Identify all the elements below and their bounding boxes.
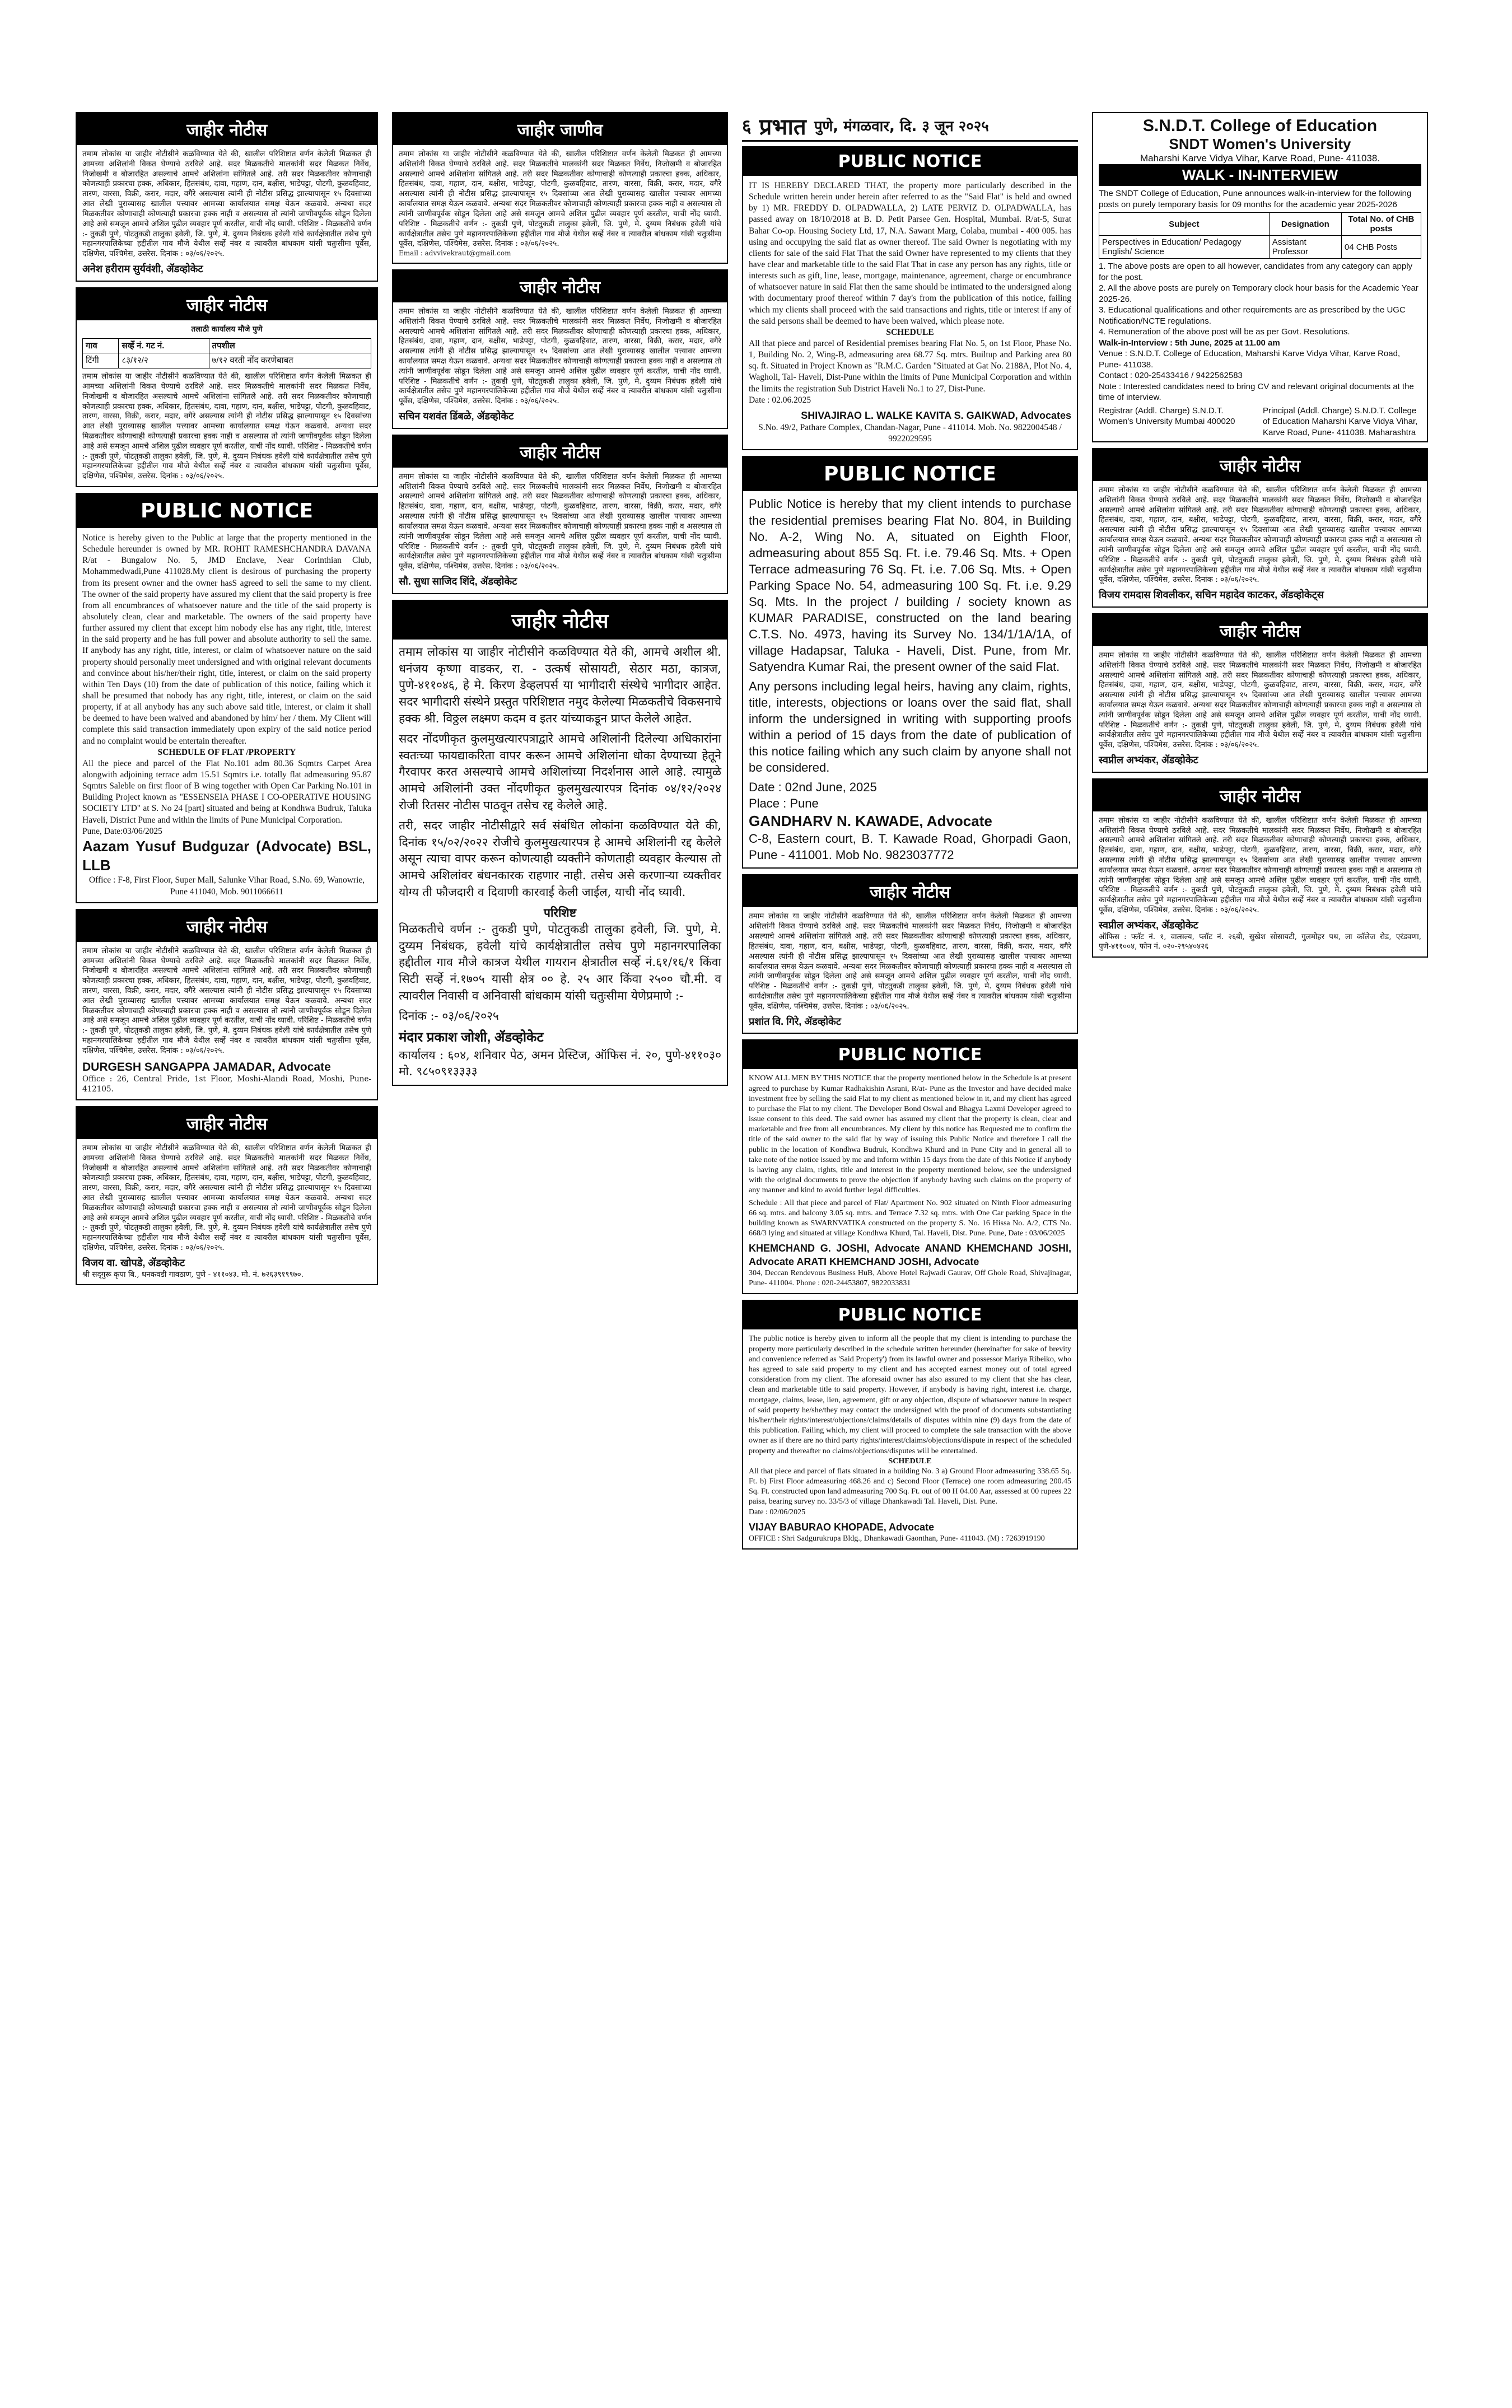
notice-office: श्री सद्‌गुरू कृपा बि., धनकवडी गावठाण, पुणे - ४११०४३. मो. नं. ७२६३९१९९७०. — [82, 1270, 304, 1279]
notice-title: जाहीर नोटीस — [77, 288, 377, 320]
notice-marathi-c2-2 — [392, 269, 728, 429]
ad-contact: Contact : 020-25433416 / 9422562583 — [1099, 371, 1243, 380]
table-header-cell: Subject — [1099, 213, 1270, 236]
institution-header — [1099, 116, 1421, 164]
notice-body — [743, 1329, 1077, 1548]
table-header-cell: सर्व्हे नं. गट नं. — [119, 338, 209, 353]
table-header-cell: तपशील — [209, 338, 371, 353]
schedule-title: SCHEDULE OF FLAT /PROPERTY — [157, 747, 296, 757]
notice-marathi-c2-3 — [392, 435, 728, 594]
public-notice-kawade — [742, 456, 1078, 869]
notice-text: Notice is hereby given to the Public at large that the property mentioned in the Schedule hereunder is owned by MR. ROHIT RAMESHCHANDRA DAVANA R/at - Bungalow No. 5, JMD Enclave, Near Corinthian Club, Mohammedwadi,Pune 411028.My client is desirous of purchasing the property from its present owner and the owner hasS agreed to sell the same to my client. The owner of the said property have assured my client that the said property is free from all encumbrances of whatsoever nature and the title of the said property is absolutely clean, clear and marketable. The owners of the said property have further assured my client that except him nobody else has any right, title, interest in the said property and he has full power and absolute authority to sell the same. If anybody has any right, title, interest, or claim of whatsoever nature on the said property should personally meet undersigned and with original relevant documents and convince about his/her/their right, title, interest, or claim on the said property within Ten Days (10) from the date of publication of this notice, failing which it shall be presumed that nobody has any right, title, interest, or claim on the said property, if at all anybody has any such above said title, interest, or claim it shall be deemed to have been waived and abandoned by him/ her / them. My Client will complete this said transaction immediately upon expiry of the said notice period and no complaint would be entertain thereafter. — [82, 533, 371, 746]
dateline: पुणे, मंगळवार, दि. ३ जून २०२५ — [814, 118, 989, 135]
notice-signature: विजय वा. खोपडे, ॲडव्होकेट — [82, 1257, 185, 1268]
notice-text: तमाम लोकांस या जाहीर नोटीसीने कळविण्यात येते की, खालील परिशिष्टात वर्णन केलेली मिळकत ही आमच्या अशिलांनी विकत घेण्याचे ठरविले आहे. सदर मिळकतीचे मालकांनी सदर मिळकत निर्वेध, निजोखमी व बोजारहित असल्याचे आमचे अशिलांना सांगितले आहे. तरी सदर मिळकतीवर कोणाचाही कोणत्याही प्रकारचा हक्क, अधिकार, हितसंबंध, दावा, गहाण, दान, बक्षीस, भाडेपट्टा, पोटगी, कुळवहिवाट, तारण, वारसा, विक्री, करार, मदार, वगैरे असल्यास त्यांनी ही नोटीस प्रसिद्ध झाल्यापासून १५ दिवसांच्या आत लेखी पुराव्यासह खालील पत्त्यावर आमच्या कार्यालयात समक्ष येऊन कळवावे. अन्यथा सदर मिळकतीवर कोणाचाही कोणत्याही प्रकारचा हक्क नाही व असल्यास तो त्यांनी जाणीवपूर्वक सोडून दिलेला आहे असे समजून आमचे अशिल पुढील व्यवहार पूर्ण करतील, याची नोंद घ्यावी. परिशिष्ट - मिळकतीचे वर्णन :- तुकडी पुणे, पोटतुकडी तालुका हवेली, जि. पुणे, मे. दुय्यम निबंधक हवेली यांचे कार्यक्षेत्रातील तसेच पुणे महानगरपालिकेच्या हद्दीतील गाव मौजे येथील सर्व्हे नंबर व त्यावरील बांधकाम यांसी चतुःसीमा पूर्वेस, दक्षिणेस, पश्चिमेस, उत्तरेस. दिनांक : ०३/०६/२०२५. — [399, 150, 721, 249]
table-cell: ८३/१२/२ — [119, 353, 209, 368]
ad-signatories — [1099, 405, 1421, 438]
notice-title: जाहीर नोटीस — [1093, 780, 1427, 811]
notice-paragraph: सदर नोंदणीकृत कुलमुखत्यारपत्राद्वारे आमचे अशिलांनी दिलेल्या अधिकारांना स्वतःच्या फायद्याकरिता वापर करून आमचे अशिलांना धोका देण्याच्या हेतूने गैरवापर करत असल्याचे आमचे अशिलांच्या निदर्शनास आले आहे. त्यामुळे आमचे अशिलांनी उक्त नोंदणीकृत कुलमुखत्यारपत्र दिनांक ०४/१२/२०२४ रोजी रितसर नोटीस पाठवून तसेच रद्द केलेले आहे. — [399, 731, 721, 813]
notice-text: तमाम लोकांस या जाहीर नोटीसीने कळविण्यात येते की, खालील परिशिष्टात वर्णन केलेली मिळकत ही आमच्या अशिलांनी विकत घेण्याचे ठरविले आहे. सदर मिळकतीचे मालकांनी सदर मिळकत निर्वेध, निजोखमी व बोजारहित असल्याचे आमचे अशिलांना सांगितले आहे. तरी सदर मिळकतीवर कोणाचाही कोणत्याही प्रकारचा हक्क, अधिकार, हितसंबंध, दावा, गहाण, दान, बक्षीस, भाडेपट्टा, पोटगी, कुळवहिवाट, तारण, वारसा, विक्री, करार, मदार, वगैरे असल्यास त्यांनी ही नोटीस प्रसिद्ध झाल्यापासून १५ दिवसांच्या आत लेखी पुराव्यासह खालील पत्त्यावर आमच्या कार्यालयात समक्ष येऊन कळवावे. अन्यथा सदर मिळकतीवर कोणाचाही कोणत्याही प्रकारचा हक्क नाही व असल्यास तो त्यांनी जाणीवपूर्वक सोडून दिलेला आहे असे समजून आमचे अशिल पुढील व्यवहार पूर्ण करतील, याची नोंद घ्यावी. परिशिष्ट - मिळकतीचे वर्णन :- तुकडी पुणे, पोटतुकडी तालुका हवेली, जि. पुणे, मे. दुय्यम निबंधक हवेली यांचे कार्यक्षेत्रातील तसेच पुणे महानगरपालिकेच्या हद्दीतील गाव मौजे येथील सर्व्हे नंबर व त्यावरील बांधकाम यांसी चतुःसीमा पूर्वेस, दक्षिणेस, पश्चिमेस, उत्तरेस. दिनांक : ०३/०६/२०२५. — [399, 306, 721, 406]
notice-jaanip — [392, 112, 728, 264]
notice-text: तमाम लोकांस या जाहीर नोटीसीने कळविण्यात येते की, खालील परिशिष्टात वर्णन केलेली मिळकत ही आमच्या अशिलांनी विकत घेण्याचे ठरविले आहे. सदर मिळकतीचे मालकांनी सदर मिळकत निर्वेध, निजोखमी व बोजारहित असल्याचे आमचे अशिलांना सांगितले आहे. तरी सदर मिळकतीवर कोणाचाही कोणत्याही प्रकारचा हक्क, अधिकार, हितसंबंध, दावा, गहाण, दान, बक्षीस, भाडेपट्टा, पोटगी, कुळवहिवाट, तारण, वारसा, विक्री, करार, मदार, वगैरे असल्यास त्यांनी ही नोटीस प्रसिद्ध झाल्यापासून १५ दिवसांच्या आत लेखी पुराव्यासह खालील पत्त्यावर आमच्या कार्यालयात समक्ष येऊन कळवावे. अन्यथा सदर मिळकतीवर कोणाचाही कोणत्याही प्रकारचा हक्क नाही व असल्यास तो त्यांनी जाणीवपूर्वक सोडून दिलेला आहे असे समजून आमचे अशिल पुढील व्यवहार पूर्ण करतील, याची नोंद घ्यावी. परिशिष्ट - मिळकतीचे वर्णन :- तुकडी पुणे, पोटतुकडी तालुका हवेली, जि. पुणे, मे. दुय्यम निबंधक हवेली यांचे कार्यक्षेत्रातील तसेच पुणे महानगरपालिकेच्या हद्दीतील गाव मौजे येथील सर्व्हे नंबर व त्यावरील बांधकाम यांसी चतुःसीमा पूर्वेस, दक्षिणेस, पश्चिमेस, उत्तरेस. दिनांक : ०३/०६/२०२५. — [749, 912, 1071, 1011]
public-notice-olpadwalla — [742, 146, 1078, 450]
notice-marathi-4 — [76, 909, 378, 1100]
notice-title: जाहीर जाणीव — [393, 113, 727, 145]
notice-date: Pune, Date:03/06/2025 — [82, 826, 162, 836]
walk-in-venue: Venue : S.N.D.T. College of Education, Maharshi Karve Vidya Vihar, Karve Road, Pune- 411038. — [1099, 349, 1401, 370]
notice-body — [1093, 481, 1427, 606]
notice-title: जाहीर नोटीस — [77, 113, 377, 145]
ad-points — [1099, 261, 1421, 438]
notice-title: PUBLIC NOTICE — [743, 457, 1077, 491]
notice-paragraph: Any persons including legal heirs, having any claim, rights, title, interests, objections or loans over the said flat, shall inform the undersigned in writing with supporting proofs within a period of 15 days from the date of publication of this notice failing which any such claim by anyone shall not be considered. — [749, 679, 1071, 774]
notice-text: तमाम लोकांस या जाहीर नोटीसीने कळविण्यात येते की, खालील परिशिष्टात वर्णन केलेली मिळकत ही आमच्या अशिलांनी विकत घेण्याचे ठरविले आहे. सदर मिळकतीचे मालकांनी सदर मिळकत निर्वेध, निजोखमी व बोजारहित असल्याचे आमचे अशिलांना सांगितले आहे. तरी सदर मिळकतीवर कोणाचाही कोणत्याही प्रकारचा हक्क, अधिकार, हितसंबंध, दावा, गहाण, दान, बक्षीस, भाडेपट्टा, पोटगी, कुळवहिवाट, तारण, वारसा, विक्री, करार, मदार, वगैरे असल्यास त्यांनी ही नोटीस प्रसिद्ध झाल्यापासून १५ दिवसांच्या आत लेखी पुराव्यासह खालील पत्त्यावर आमच्या कार्यालयात समक्ष येऊन कळवावे. अन्यथा सदर मिळकतीवर कोणाचाही कोणत्याही प्रकारचा हक्क नाही व असल्यास तो त्यांनी जाणीवपूर्वक सोडून दिलेला आहे असे समजून आमचे अशिल पुढील व्यवहार पूर्ण करतील, याची नोंद घ्यावी. परिशिष्ट - मिळकतीचे वर्णन :- तुकडी पुणे, पोटतुकडी तालुका हवेली, जि. पुणे, मे. दुय्यम निबंधक हवेली यांचे कार्यक्षेत्रातील तसेच पुणे महानगरपालिकेच्या हद्दीतील गाव मौजे येथील सर्व्हे नंबर व त्यावरील बांधकाम यांसी चतुःसीमा पूर्वेस, दक्षिणेस, पश्चिमेस, उत्तरेस. दिनांक : ०३/०६/२०२५. — [82, 150, 371, 259]
notice-text: तमाम लोकांस या जाहीर नोटीसीने कळविण्यात येते की, खालील परिशिष्टात वर्णन केलेली मिळकत ही आमच्या अशिलांनी विकत घेण्याचे ठरविले आहे. सदर मिळकतीचे मालकांनी सदर मिळकत निर्वेध, निजोखमी व बोजारहित असल्याचे आमचे अशिलांना सांगितले आहे. तरी सदर मिळकतीवर कोणाचाही कोणत्याही प्रकारचा हक्क, अधिकार, हितसंबंध, दावा, गहाण, दान, बक्षीस, भाडेपट्टा, पोटगी, कुळवहिवाट, तारण, वारसा, विक्री, करार, मदार, वगैरे असल्यास त्यांनी ही नोटीस प्रसिद्ध झाल्यापासून १५ दिवसांच्या आत लेखी पुराव्यासह खालील पत्त्यावर आमच्या कार्यालयात समक्ष येऊन कळवावे. अन्यथा सदर मिळकतीवर कोणाचाही कोणत्याही प्रकारचा हक्क नाही व असल्यास तो त्यांनी जाणीवपूर्वक सोडून दिलेला आहे असे समजून आमचे अशिल पुढील व्यवहार पूर्ण करतील, याची नोंद घ्यावी. परिशिष्ट - मिळकतीचे वर्णन :- तुकडी पुणे, पोटतुकडी तालुका हवेली, जि. पुणे, मे. दुय्यम निबंधक हवेली यांचे कार्यक्षेत्रातील तसेच पुणे महानगरपालिकेच्या हद्दीतील गाव मौजे येथील सर्व्हे नंबर व त्यावरील बांधकाम यांसी चतुःसीमा पूर्वेस, दक्षिणेस, पश्चिमेस, उत्तरेस. दिनांक : ०३/०६/२०२५. — [399, 472, 721, 571]
notice-place: Place : Pune — [749, 796, 819, 811]
schedule-title: SCHEDULE — [886, 327, 934, 337]
notice-body — [77, 145, 377, 281]
table-cell: ७/१२ वरती नोंद करणेबाबत — [209, 353, 371, 368]
ad-point: 1. The above posts are open to all however, candidates from any category can apply for the post. — [1099, 262, 1413, 282]
notice-signature: मंदार प्रकाश जोशी, ॲडव्होकेट — [399, 1029, 544, 1045]
schedule-text: मिळकतीचे वर्णन :- तुकडी पुणे, पोटतुकडी तालुका हवेली, जि. पुणे, मे. दुय्यम निबंधक, हवेली यांचे कार्यक्षेत्रातील तसेच पुणे महानगरपालिका हद्दीतील गाव मौजे कात्रज येथील गायरान क्षेत्रातील सर्व्हे नं.६१/१६/१ किंवा सिटी सर्व्हे नं.१७०५ यासी क्षेत्र ०० हे. २५ आर किंवा २५०० चौ.मी. व त्यावरील निवासी व अनिवासी बांधकाम यांसी चतुःसीमा येणेप्रमाणे :- — [399, 922, 721, 1002]
table-row — [1099, 236, 1421, 259]
notice-office: Office : F-8, First Floor, Super Mall, Salunke Vihar Road, S.No. 69, Wanowrie, Pune 411040, Mob. 9011066611 — [88, 875, 365, 897]
notice-body — [393, 468, 727, 593]
notice-date: Date : 02.06.2025 — [749, 395, 811, 405]
notice-text: IT IS HEREBY DECLARED THAT, the property more particularly described in the Schedule written herein under herein after referred to as the "Said Flat" is held and owned by 1) MR. FREDDY D. OLPADWALLA, 2) LATE PERVIZ D. OLPADWALLA, has passed away on 18/10/2018 at B. D. Petit Parsee Gen. Hospital, Mumbai. R/at-5, Surat Bahar Co-op. Housing Society Ltd, 17, N.A. Sawant Marg, Colaba, mumbai - 400 005. has using and occupying the said flat as owner thereof. The said Owner is negotiating with my clients for sale of the said Flat That the said Owner have represented to my clients that they have clear and marketable title to the said Flat That in case any person has any rights, title or interests such as gift, line, lease, mortgage, maintenance, agreement, charge or encumbrance of whatsoever nature in said Flat then the same should be intimated to the undersigned along with documentary proof thereof within 7 day's from the publication of this notice, failing which my clients shall proceed with the said transactions and rights, title or interest if any of the said persons shall be deemed to have been waived, which please note. — [749, 181, 1071, 326]
table-cell: Assistant Professor — [1269, 236, 1341, 259]
notice-body — [393, 145, 727, 263]
column-4 — [1092, 112, 1428, 963]
notice-office: S.No. 49/2, Pathare Complex, Chandan-Nagar, Pune - 411014. Mob. No. 9822004548 / 9922029595 — [758, 423, 1062, 444]
notice-title: जाहीर नोटीस — [393, 436, 727, 468]
notice-body — [743, 1069, 1077, 1293]
registrar-signature: Registrar (Addl. Charge) S.N.D.T. Women's University Mumbai 400020 — [1099, 405, 1235, 426]
public-notice-joshi — [742, 1039, 1078, 1294]
notice-body — [77, 942, 377, 1099]
notice-text: तमाम लोकांस या जाहीर नोटीसीने कळविण्यात येते की, खालील परिशिष्टात वर्णन केलेली मिळकत ही आमच्या अशिलांनी विकत घेण्याचे ठरविले आहे. सदर मिळकतीचे मालकांनी सदर मिळकत निर्वेध, निजोखमी व बोजारहित असल्याचे आमचे अशिलांना सांगितले आहे. तरी सदर मिळकतीवर कोणाचाही कोणत्याही प्रकारचा हक्क, अधिकार, हितसंबंध, दावा, गहाण, दान, बक्षीस, भाडेपट्टा, पोटगी, कुळवहिवाट, तारण, वारसा, विक्री, करार, मदार, वगैरे असल्यास त्यांनी ही नोटीस प्रसिद्ध झाल्यापासून १५ दिवसांच्या आत लेखी पुराव्यासह खालील पत्त्यावर आमच्या कार्यालयात समक्ष येऊन कळवावे. अन्यथा सदर मिळकतीवर कोणाचाही कोणत्याही प्रकारचा हक्क नाही व असल्यास तो त्यांनी जाणीवपूर्वक सोडून दिलेला आहे असे समजून आमचे अशिल पुढील व्यवहार पूर्ण करतील, याची नोंद घ्यावी. परिशिष्ट - मिळकतीचे वर्णन :- तुकडी पुणे, पोटतुकडी तालुका हवेली, जि. पुणे, मे. दुय्यम निबंधक हवेली यांचे कार्यक्षेत्रातील तसेच पुणे महानगरपालिकेच्या हद्दीतील गाव मौजे येथील सर्व्हे नंबर व त्यावरील बांधकाम यांसी चतुःसीमा पूर्वेस, दक्षिणेस, पश्चिमेस, उत्तरेस. दिनांक : ०३/०६/२०२५. — [1099, 486, 1421, 585]
notice-text: तमाम लोकांस या जाहीर नोटीसीने कळविण्यात येते की, खालील परिशिष्टात वर्णन केलेली मिळकत ही आमच्या अशिलांनी विकत घेण्याचे ठरविले आहे. सदर मिळकतीचे मालकांनी सदर मिळकत निर्वेध, निजोखमी व बोजारहित असल्याचे आमचे अशिलांना सांगितले आहे. तरी सदर मिळकतीवर कोणाचाही कोणत्याही प्रकारचा हक्क, अधिकार, हितसंबंध, दावा, गहाण, दान, बक्षीस, भाडेपट्टा, पोटगी, कुळवहिवाट, तारण, वारसा, विक्री, करार, मदार, वगैरे असल्यास त्यांनी ही नोटीस प्रसिद्ध झाल्यापासून १५ दिवसांच्या आत लेखी पुराव्यासह खालील पत्त्यावर आमच्या कार्यालयात समक्ष येऊन कळवावे. अन्यथा सदर मिळकतीवर कोणाचाही कोणत्याही प्रकारचा हक्क नाही व असल्यास तो त्यांनी जाणीवपूर्वक सोडून दिलेला आहे असे समजून आमचे अशिल पुढील व्यवहार पूर्ण करतील, याची नोंद घ्यावी. परिशिष्ट - मिळकतीचे वर्णन :- तुकडी पुणे, पोटतुकडी तालुका हवेली, जि. पुणे, मे. दुय्यम निबंधक हवेली यांचे कार्यक्षेत्रातील तसेच पुणे महानगरपालिकेच्या हद्दीतील गाव मौजे येथील सर्व्हे नंबर व त्यावरील बांधकाम यांसी चतुःसीमा पूर्वेस, दक्षिणेस, पश्चिमेस, उत्तरेस. दिनांक : ०३/०६/२०२५. — [1099, 650, 1421, 750]
notice-marathi-c4-3 — [1092, 613, 1428, 773]
notice-marathi-c4-2 — [1092, 448, 1428, 608]
notice-text: The public notice is hereby given to inform all the people that my client is intending to purchase the property more particularly described in the schedule written hereunder (hereinafter for sake of brevity and convenience referred as 'Said Property') from its lawful owner and possessor Mariya Ribeiko, who has agreed to sale said property to my client and has accepted earnest money out of total agreed consideration from my client. The aforesaid owner has also assured to my client that she has clear, clean and marketable title to said property. However, if anybody is having right, interest i.e. charge, mortgage, claims, lease, lien, agreement, gift or any objection, dispute of whatsoever nature in respect of said property he/she/they may contact the undersigned with the proof of documents substantiating his/her/their rights/interest/objections/claims/details of disputes within nine (9) days from the date of this publication. Failing which, my client will proceed to complete the sale transaction with the above owner as if there are no third party rights/interest/claims/objections/dispute in respect of the scheduled property and thereafter no claims/objections/disputes will be entertained. — [749, 1334, 1071, 1455]
notice-marathi-c4-4 — [1092, 778, 1428, 958]
notice-title: जाहीर नोटीस — [1093, 449, 1427, 481]
schedule-text: All the piece and parcel of the Flat No.101 adm 80.36 Sqmtrs Carpet Area alongwith adjoining terrace adm 15.51 Sqmtrs i.e. totally flat admeasuring 95.87 Sqmtrs Saleble on first floor of B wing together with Open Car Parking No.101 in Building Project known as "ESSENSEIA PHASE I CO-OPERATIVE HOUSING SOCIETY LTD" at S. No 24 [part] situated and being at Kondhwa Budruk, Taluka Haveli, District Pune and within the limits of Pune Municipal Corporation. — [82, 758, 371, 825]
notice-text: तमाम लोकांस या जाहीर नोटीसीने कळविण्यात येते की, खालील परिशिष्टात वर्णन केलेली मिळकत ही आमच्या अशिलांनी विकत घेण्याचे ठरविले आहे. सदर मिळकतीचे मालकांनी सदर मिळकत निर्वेध, निजोखमी व बोजारहित असल्याचे आमचे अशिलांना सांगितले आहे. तरी सदर मिळकतीवर कोणाचाही कोणत्याही प्रकारचा हक्क, अधिकार, हितसंबंध, दावा, गहाण, दान, बक्षीस, भाडेपट्टा, पोटगी, कुळवहिवाट, तारण, वारसा, विक्री, करार, मदार, वगैरे असल्यास त्यांनी ही नोटीस प्रसिद्ध झाल्यापासून १५ दिवसांच्या आत लेखी पुराव्यासह खालील पत्त्यावर आमच्या कार्यालयात समक्ष येऊन कळवावे. अन्यथा सदर मिळकतीवर कोणाचाही कोणत्याही प्रकारचा हक्क नाही व असल्यास तो त्यांनी जाणीवपूर्वक सोडून दिलेला आहे असे समजून आमचे अशिल पुढील व्यवहार पूर्ण करतील, याची नोंद घ्यावी. परिशिष्ट - मिळकतीचे वर्णन :- तुकडी पुणे, पोटतुकडी तालुका हवेली, जि. पुणे, मे. दुय्यम निबंधक हवेली यांचे कार्यक्षेत्रातील तसेच पुणे महानगरपालिकेच्या हद्दीतील गाव मौजे येथील सर्व्हे नंबर व त्यावरील बांधकाम यांसी चतुःसीमा पूर्वेस, दक्षिणेस, पश्चिमेस, उत्तरेस. दिनांक : ०३/०६/२०२५. — [1099, 815, 1421, 915]
notice-date: Date : 02/06/2025 — [749, 1508, 806, 1516]
notice-title: जाहीर नोटीस — [77, 1107, 377, 1139]
ad-point: 4. Remuneration of the above post will be as per Govt. Resolutions. — [1099, 327, 1350, 337]
column-3 — [742, 112, 1078, 1555]
notice-body — [77, 320, 377, 486]
public-notice-budguzar — [76, 493, 378, 903]
notice-text: तमाम लोकांस या जाहीर नोटीसीने कळविण्यात येते की, खालील परिशिष्टात वर्णन केलेली मिळकत ही आमच्या अशिलांनी विकत घेण्याचे ठरविले आहे. सदर मिळकतीचे मालकांनी सदर मिळकत निर्वेध, निजोखमी व बोजारहित असल्याचे आमचे अशिलांना सांगितले आहे. तरी सदर मिळकतीवर कोणाचाही कोणत्याही प्रकारचा हक्क, अधिकार, हितसंबंध, दावा, गहाण, दान, बक्षीस, भाडेपट्टा, पोटगी, कुळवहिवाट, तारण, वारसा, विक्री, करार, मदार, वगैरे असल्यास त्यांनी ही नोटीस प्रसिद्ध झाल्यापासून १५ दिवसांच्या आत लेखी पुराव्यासह खालील पत्त्यावर आमच्या कार्यालयात समक्ष येऊन कळवावे. अन्यथा सदर मिळकतीवर कोणाचाही कोणत्याही प्रकारचा हक्क नाही व असल्यास तो त्यांनी जाणीवपूर्वक सोडून दिलेला आहे असे समजून आमचे अशिल पुढील व्यवहार पूर्ण करतील, याची नोंद घ्यावी. परिशिष्ट - मिळकतीचे वर्णन :- तुकडी पुणे, पोटतुकडी तालुका हवेली, जि. पुणे, मे. दुय्यम निबंधक हवेली यांचे कार्यक्षेत्रातील तसेच पुणे महानगरपालिकेच्या हद्दीतील गाव मौजे येथील सर्व्हे नंबर व त्यावरील बांधकाम यांसी चतुःसीमा पूर्वेस, दक्षिणेस, पश्चिमेस, उत्तरेस. दिनांक : ०३/०६/२०२५. — [82, 372, 371, 481]
notice-date: Date : 02nd June, 2025 — [749, 780, 877, 795]
schedule-text: All that piece and parcel of Residential premises bearing Flat No. 5, on 1st Floor, Phase No. 1, Building No. 2, Wing-B, admeasuring area 68.77 Sq. mtrs. Builtup and Parking area 80 sq. ft. Situated in Project Known as "R.M.C. Garden "Situated at Gat No. 2188A, Plot No. 4, Wagholi, Tal- Haveli, Dist-Pune within the limits of Pune Municipal Corporation and within the limits the registration Sub District Haveli No.1 to 27, Dist-Pune. — [749, 338, 1071, 394]
column-1 — [76, 112, 378, 1291]
notice-body — [1093, 811, 1427, 957]
notice-marathi-5 — [76, 1106, 378, 1286]
ad-note: Note : Interested candidates need to bring CV and relevant original documents at the time of interview. — [1099, 381, 1414, 402]
table-header-cell: Total No. of CHB posts — [1341, 213, 1421, 236]
notice-signature: DURGESH SANGAPPA JAMADAR, Advocate — [82, 1060, 331, 1074]
ad-intro: The SNDT College of Education, Pune announces walk-in-interview for the following posts on purely temporary basis for 09 months for the academic year 2025-2026 — [1099, 189, 1412, 209]
notice-date: दिनांक :- ०३/०६/२०२५ — [399, 1009, 499, 1023]
schedule-text: All that piece and parcel of flats situated in a building No. 3 a) Ground Floor admeasuring 338.65 Sq. Ft. b) First Floor admeasuring 468.26 and c) Second Floor (Terrace) one room admeasuring 200.45 Sq. Ft. constructed upon land admeasuring 700 Sq. Ft. out of 00 H 04.00 Aar, assessed at 00 rupees 22 paisa, bearing survey no. 33/5/3 of village Dhankawadi Tal. Haveli, Dist. Pune. — [749, 1467, 1071, 1506]
notice-title: जाहीर नोटीस — [743, 875, 1077, 907]
college-name: S.N.D.T. College of Education — [1142, 116, 1378, 135]
notice-signature: VIJAY BABURAO KHOPADE, Advocate — [749, 1521, 935, 1533]
ad-point: 3. Educational qualifications and other requirements are as prescribed by the UGC Notification/NCTE regulations. — [1099, 305, 1406, 326]
notice-signature: SHIVAJIRAO L. WALKE KAVITA S. GAIKWAD, Advocates — [801, 409, 1071, 421]
college-address: Maharshi Karve Vidya Vihar, Karve Road, Pune- 411038. — [1140, 153, 1380, 164]
notice-email: Email : advvivekraut@gmail.com — [399, 249, 511, 258]
table-row — [83, 353, 371, 368]
notice-signature: विजय रामदास शिवलीकर, सचिन महादेव काटकर, ॲडव्होकेट्स — [1099, 589, 1324, 601]
public-notice-khopade — [742, 1300, 1078, 1550]
notice-body — [393, 640, 727, 1085]
notice-title: जाहीर नोटीस — [77, 910, 377, 942]
page-number: ६ — [742, 115, 752, 137]
notice-signature: प्रशांत वि. गिरे, ॲडव्होकेट — [749, 1015, 841, 1027]
notice-signature: अनेश हरीराम सुर्यवंशी, ॲडव्होकेट — [82, 263, 203, 274]
walk-in-banner: WALK - IN-INTERVIEW — [1099, 164, 1421, 186]
schedule-title: परिशिष्ट — [544, 905, 576, 920]
notice-body — [743, 491, 1077, 867]
notice-signature: स्वप्नील अभ्यंकर, ॲडव्होकेट — [1099, 919, 1198, 931]
university-name: SNDT Women's University — [1169, 136, 1351, 152]
notice-paragraph: तरी, सदर जाहीर नोटीसीद्वारे सर्व संबंधित लोकांना कळविण्यात येते की, दिनांक १५/०२/२०२२ रोजीचे कुलमुखत्यारपत्र हे आमचे अशिलांनी रद्द केलेले असून त्याचा वापर करून कोणत्याही व्यक्तीने कोणताही व्यवहार केल्यास तो आमचे अशिलांवर बंधनकारक राहणार नाही. तसेच असे करणाऱ्या व्यक्तीवर योग्य ती फौजदारी व दिवाणी कारवाई केली जाईल, याची नोंद घ्यावी. — [399, 818, 721, 899]
principal-signature: Principal (Addl. Charge) S.N.D.T. College of Education Maharshi Karve Vidya Vihar, Karve Road, Pune- 411038. Maharashtra — [1263, 405, 1418, 437]
notice-signature: सचिन यशवंत डिंबळे, ॲडव्होकेट — [399, 410, 514, 422]
column-2 — [392, 112, 728, 1091]
notice-text: तमाम लोकांस या जाहीर नोटीसीने कळविण्यात येते की, खालील परिशिष्टात वर्णन केलेली मिळकत ही आमच्या अशिलांनी विकत घेण्याचे ठरविले आहे. सदर मिळकतीचे मालकांनी सदर मिळकत निर्वेध, निजोखमी व बोजारहित असल्याचे आमचे अशिलांना सांगितले आहे. तरी सदर मिळकतीवर कोणाचाही कोणत्याही प्रकारचा हक्क, अधिकार, हितसंबंध, दावा, गहाण, दान, बक्षीस, भाडेपट्टा, पोटगी, कुळवहिवाट, तारण, वारसा, विक्री, करार, मदार, वगैरे असल्यास त्यांनी ही नोटीस प्रसिद्ध झाल्यापासून १५ दिवसांच्या आत लेखी पुराव्यासह खालील पत्त्यावर आमच्या कार्यालयात समक्ष येऊन कळवावे. अन्यथा सदर मिळकतीवर कोणाचाही कोणत्याही प्रकारचा हक्क नाही व असल्यास तो त्यांनी जाणीवपूर्वक सोडून दिलेला आहे असे समजून आमचे अशिल पुढील व्यवहार पूर्ण करतील, याची नोंद घ्यावी. परिशिष्ट - मिळकतीचे वर्णन :- तुकडी पुणे, पोटतुकडी तालुका हवेली, जि. पुणे, मे. दुय्यम निबंधक हवेली यांचे कार्यक्षेत्रातील तसेच पुणे महानगरपालिकेच्या हद्दीतील गाव मौजे येथील सर्व्हे नंबर व त्यावरील बांधकाम यांसी चतुःसीमा पूर्वेस, दक्षिणेस, पश्चिमेस, उत्तरेस. दिनांक : ०३/०६/२०२५. — [82, 1143, 371, 1253]
notice-body — [77, 1139, 377, 1285]
table-header-cell: Designation — [1269, 213, 1341, 236]
notice-title: PUBLIC NOTICE — [743, 1040, 1077, 1069]
land-table — [82, 338, 371, 369]
table-cell: 04 CHB Posts — [1341, 236, 1421, 259]
notice-office: OFFICE : Shri Sadgurukrupa Bldg., Dhankawadi Gaonthan, Pune- 411043. (M) : 7263919190 — [749, 1534, 1045, 1543]
schedule-title: SCHEDULE — [888, 1457, 932, 1466]
table-header-row — [83, 338, 371, 353]
notice-title: जाहीर नोटीस — [1093, 614, 1427, 646]
notice-place: तलाठी कार्यालय मौजे पुणे — [191, 324, 263, 334]
notice-title: PUBLIC NOTICE — [743, 1301, 1077, 1329]
notice-office: Office : 26, Central Pride, 1st Floor, Moshi-Alandi Road, Moshi, Pune-412105. — [82, 1075, 371, 1094]
notice-signature: सौ. सुधा साजिद शिंदे, ॲडव्होकेट — [399, 575, 517, 587]
notice-kiran-developers — [392, 600, 728, 1086]
posts-table — [1099, 212, 1421, 259]
notice-body — [743, 176, 1077, 449]
notice-office: 304, Deccan Rendevous Business HuB, Above Hotel Rajwadi Gaurav, Off Ghole Road, Shivajinagar, Pune- 411004. Phone : 020-24453807, 9822033831 — [749, 1269, 1071, 1288]
table-cell: टिंगी — [83, 353, 119, 368]
notice-body — [743, 907, 1077, 1033]
notice-office: ऑफिस : फ्लॅट नं. १, वात्सल्य, प्लॉट नं. २६बी, सुखेश सोसायटी, गुलमोहर पथ, ला कॉलेज रोड, एरंडवणा, पुणे-४११००४, फोन नं. ०२०-२९५४०४२६ — [1099, 932, 1421, 951]
notice-body — [77, 528, 377, 902]
notice-title: PUBLIC NOTICE — [77, 494, 377, 528]
sndt-walk-in-ad — [1092, 112, 1428, 442]
notice-body — [393, 302, 727, 428]
notice-signature: KHEMCHAND G. JOSHI, Advocate ANAND KHEMCHAND JOSHI, Advocate ARATI KHEMCHAND JOSHI, Advocate — [749, 1243, 1071, 1267]
notice-title: PUBLIC NOTICE — [743, 147, 1077, 176]
notice-office: C-8, Eastern court, B. T. Kawade Road, Ghorpadi Gaon, Pune - 411001. Mob No. 9823037772 — [749, 832, 1071, 862]
masthead — [742, 112, 1078, 139]
notice-signature: Aazam Yusuf Budguzar (Advocate) BSL, LLB — [82, 837, 371, 874]
notice-paragraph: तमाम लोकांस या जाहीर नोटीसीने कळविण्यात येते की, आमचे अशील श्री. धनंजय कृष्णा वाडकर, रा. - उत्कर्ष सोसायटी, सेठार मठा, कात्रज, पुणे-४११०४६, हे मे. किरण डेव्हलपर्स या भागीदारी संस्थेचे भागीदार आहेत. सदर भागीदारी संस्थेने प्रस्तुत परिशिष्टात नमुद केलेल्या मिळकतीचे विकसनाचे हक्क श्री. विठ्ठल लक्ष्मण कदम व इतर यांच्याकडून प्राप्त केलेले आहेत. — [399, 645, 721, 725]
notice-signature: स्वप्नील अभ्यंकर, ॲडव्होकेट — [1099, 754, 1198, 766]
notice-paragraph: Public Notice is hereby that my client intends to purchase the residential premises bearing Flat No. 804, in Building No. A-2, Wing No. A, situated on Eighth Floor, admeasuring about 855 Sq. Ft. i.e. 79.46 Sq. Mts. + Open Terrace admeasuring 76 Sq. Ft. i.e. 7.06 Sq. Mts. + Open Parking Space No. 54, admeasuring 100 Sq. Ft. i.e. 9.29 Sq. Mts. In the project / building / society known as KUMAR PARADISE, constructed on the land bearing C.T.S. No. 4973, having its Survey No. 134/1/1A/1A, of village Hadapsar, Taluka - Haveli, Dist. Pune, from Mr. Satyendra Kumar Rai, the present owner of the said Flat. — [749, 497, 1071, 674]
notice-marathi-1 — [76, 112, 378, 282]
notice-text: तमाम लोकांस या जाहीर नोटीसीने कळविण्यात येते की, खालील परिशिष्टात वर्णन केलेली मिळकत ही आमच्या अशिलांनी विकत घेण्याचे ठरविले आहे. सदर मिळकतीचे मालकांनी सदर मिळकत निर्वेध, निजोखमी व बोजारहित असल्याचे आमचे अशिलांना सांगितले आहे. तरी सदर मिळकतीवर कोणाचाही कोणत्याही प्रकारचा हक्क, अधिकार, हितसंबंध, दावा, गहाण, दान, बक्षीस, भाडेपट्टा, पोटगी, कुळवहिवाट, तारण, वारसा, विक्री, करार, मदार, वगैरे असल्यास त्यांनी ही नोटीस प्रसिद्ध झाल्यापासून १५ दिवसांच्या आत लेखी पुराव्यासह खालील पत्त्यावर आमच्या कार्यालयात समक्ष येऊन कळवावे. अन्यथा सदर मिळकतीवर कोणाचाही कोणत्याही प्रकारचा हक्क नाही व असल्यास तो त्यांनी जाणीवपूर्वक सोडून दिलेला आहे असे समजून आमचे अशिल पुढील व्यवहार पूर्ण करतील, याची नोंद घ्यावी. परिशिष्ट - मिळकतीचे वर्णन :- तुकडी पुणे, पोटतुकडी तालुका हवेली, जि. पुणे, मे. दुय्यम निबंधक हवेली यांचे कार्यक्षेत्रातील तसेच पुणे महानगरपालिकेच्या हद्दीतील गाव मौजे येथील सर्व्हे नंबर व त्यावरील बांधकाम यांसी चतुःसीमा पूर्वेस, दक्षिणेस, पश्चिमेस, उत्तरेस. दिनांक : ०३/०६/२०२५. — [82, 946, 371, 1055]
table-header-cell: गाव — [83, 338, 119, 353]
notice-title: जाहीर नोटीस — [393, 270, 727, 302]
ad-point: 2. All the above posts are purely on Temporary clock hour basis for the Academic Year 2025-26. — [1099, 283, 1418, 304]
notice-office: कार्यालय : ६०४, शनिवार पेठ, अमन प्रेस्टिज, ऑफिस नं. २०, पुणे-४११०३० मो. ९८५०९१३३३३ — [399, 1048, 721, 1079]
notice-text: KNOW ALL MEN BY THIS NOTICE that the property mentioned below in the Schedule is at present agreed to purchase by Kumar Radhakishin Asrani, R/at- Pune as the Investor and have decided make investment free by selling the said Flat to my client as mentioned below in it, and my client has agreed to purchase the Flat to my client. The Developer Bond Oswal and Bhagya Laxmi Developer agreed to issue consent to this deed. The said owner has assured my client that the property is clean, clear and marketable and free from all encumbrances. My client by this notice has Requested me to confirm the title of the said owner to the said flat by way of issuing this Public Notice and therefore I call the public in the location of Kondhwa Budruk, Kondhwa Khurd and in Pune City and in general all to take note of the notice issued by me and inform within 15 days from the date of this Notice if anybody is having any claim, rights, title and interest in the property mentioned below, see the undersigned with the original documents to prove the objection if anybody having such claims on the property of any manner and kind to avoid further legal difficulties. — [749, 1074, 1071, 1195]
table-header-row — [1099, 213, 1421, 236]
walk-in-time: Walk-in-Interview : 5th June, 2025 at 11.00 am — [1099, 338, 1280, 348]
notice-marathi-2 — [76, 287, 378, 487]
notice-signature: GANDHARV N. KAWADE, Advocate — [749, 813, 992, 830]
notice-marathi-c3 — [742, 874, 1078, 1034]
notice-title: जाहीर नोटीस — [393, 601, 727, 640]
table-cell: Perspectives in Education/ Pedagogy English/ Science — [1099, 236, 1270, 259]
paper-logo: प्रभात — [759, 114, 806, 140]
notice-body — [1093, 646, 1427, 772]
schedule-text: Schedule : All that piece and parcel of Flat/ Apartment No. 902 situated on Ninth Floor admeasuring 66 sq. mtrs. and balcony 3.05 sq. mtrs. and Terrace 7.32 sq. mtrs. with One Car parking Space in the building known as SWARNVATIKA constructed on the property S. No. 16 Hissa No. A/2, CTS No. 668/3 lying and situated at village Kondhwa Khurd, Tal. Haveli, Dist. Pune. Pune, Date : 03/06/2025 — [749, 1198, 1071, 1238]
